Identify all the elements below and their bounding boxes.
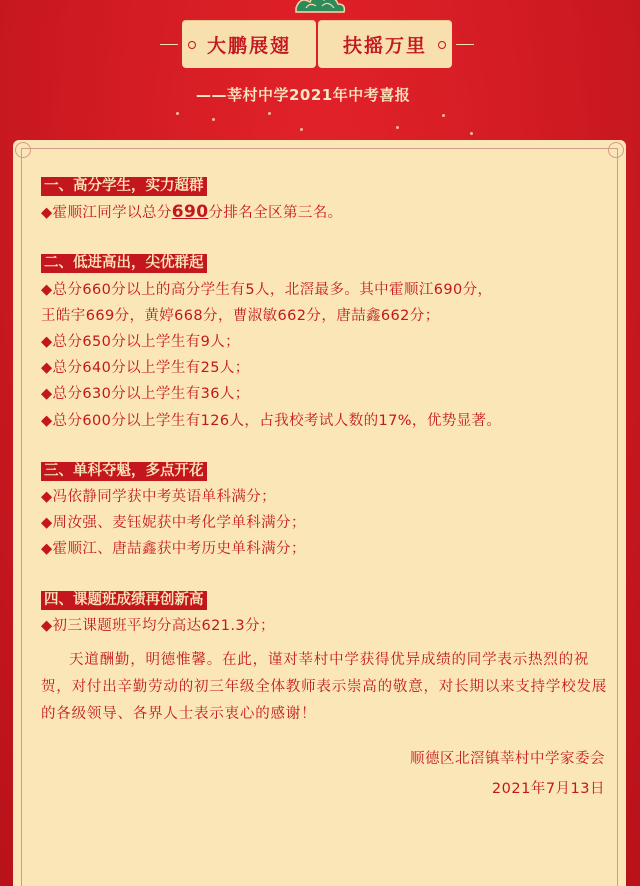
title-left-text: 大鹏展翅 xyxy=(206,34,291,57)
section-4 xyxy=(41,587,609,639)
section-heading: 四、课题班成绩再创新高 xyxy=(41,591,207,610)
achievement-line: ◆冯依静同学获中考英语单科满分； xyxy=(41,489,277,506)
sparkle-dot xyxy=(470,132,473,135)
title-banner-right xyxy=(318,20,452,68)
spacer xyxy=(41,226,609,250)
section-3 xyxy=(41,458,609,563)
achievement-line: ◆总分650分以上学生有9人； xyxy=(41,334,241,351)
sparkle-dot xyxy=(268,112,271,115)
achievement-line: ◆霍顺江、唐喆鑫获中考历史单科满分； xyxy=(41,541,306,558)
knot-ornament-icon xyxy=(438,41,446,49)
title-banner-left xyxy=(182,20,316,68)
section-heading: 一、高分学生，实力超群 xyxy=(41,177,207,196)
sparkle-dot xyxy=(300,128,303,131)
section-2 xyxy=(41,250,609,433)
closing-paragraph: 天道酬勤，明德惟馨。在此，谨对莘村中学获得优异成绩的同学表示热烈的祝贺，对付出辛勤劳动的初三年级全体教师表示崇高的敬意，对长期以来支持学校发展的各级领导、各界人士表示衷心的感谢！ xyxy=(41,652,608,723)
spacer xyxy=(41,563,609,587)
sparkle-dot xyxy=(442,114,445,117)
divider xyxy=(456,44,474,45)
achievement-line: ◆总分660分以上的高分学生有5人，北滘最多。其中霍顺江690分， xyxy=(41,281,493,298)
section-1 xyxy=(41,173,609,226)
report-paper xyxy=(13,140,626,886)
top-score: 690 xyxy=(171,202,209,223)
title-right-text: 扶摇万里 xyxy=(342,34,427,57)
spacer xyxy=(41,434,609,458)
signature-block xyxy=(41,744,609,804)
page-subtitle: ——莘村中学2021年中考喜报 xyxy=(196,86,411,104)
signature-org: 顺德区北滘镇莘村中学家委会 xyxy=(410,751,605,768)
corner-ornament-icon xyxy=(15,142,31,158)
divider xyxy=(160,44,178,45)
sparkle-dot xyxy=(176,112,179,115)
achievement-line: 王皓宇669分，黄婷668分，曹淑敏662分，唐喆鑫662分； xyxy=(41,307,440,324)
line-text: 分排名全区第三名。 xyxy=(208,205,343,222)
corner-ornament-icon xyxy=(608,142,624,158)
achievement-line xyxy=(41,199,609,226)
sparkle-dot xyxy=(212,118,215,121)
section-heading: 三、单科夺魁，多点开花 xyxy=(41,462,207,481)
auspicious-cloud-icon xyxy=(292,0,348,18)
knot-ornament-icon xyxy=(188,41,196,49)
achievement-line: ◆周汝强、麦钰妮获中考化学单科满分； xyxy=(41,515,306,532)
achievement-line: ◆总分630分以上学生有36人； xyxy=(41,386,250,403)
achievement-line: ◆总分640分以上学生有25人； xyxy=(41,360,250,377)
sparkle-dot xyxy=(396,126,399,129)
achievement-line: ◆初三课题班平均分高达621.3分； xyxy=(41,617,275,634)
line-text: ◆霍顺江同学以总分 xyxy=(41,205,172,222)
achievement-line: ◆总分600分以上学生有126人，占我校考试人数的17%，优势显著。 xyxy=(41,412,502,429)
section-heading: 二、低进高出，尖优群起 xyxy=(41,254,207,273)
signature-date: 2021年7月13日 xyxy=(491,781,605,798)
report-content xyxy=(41,173,609,804)
